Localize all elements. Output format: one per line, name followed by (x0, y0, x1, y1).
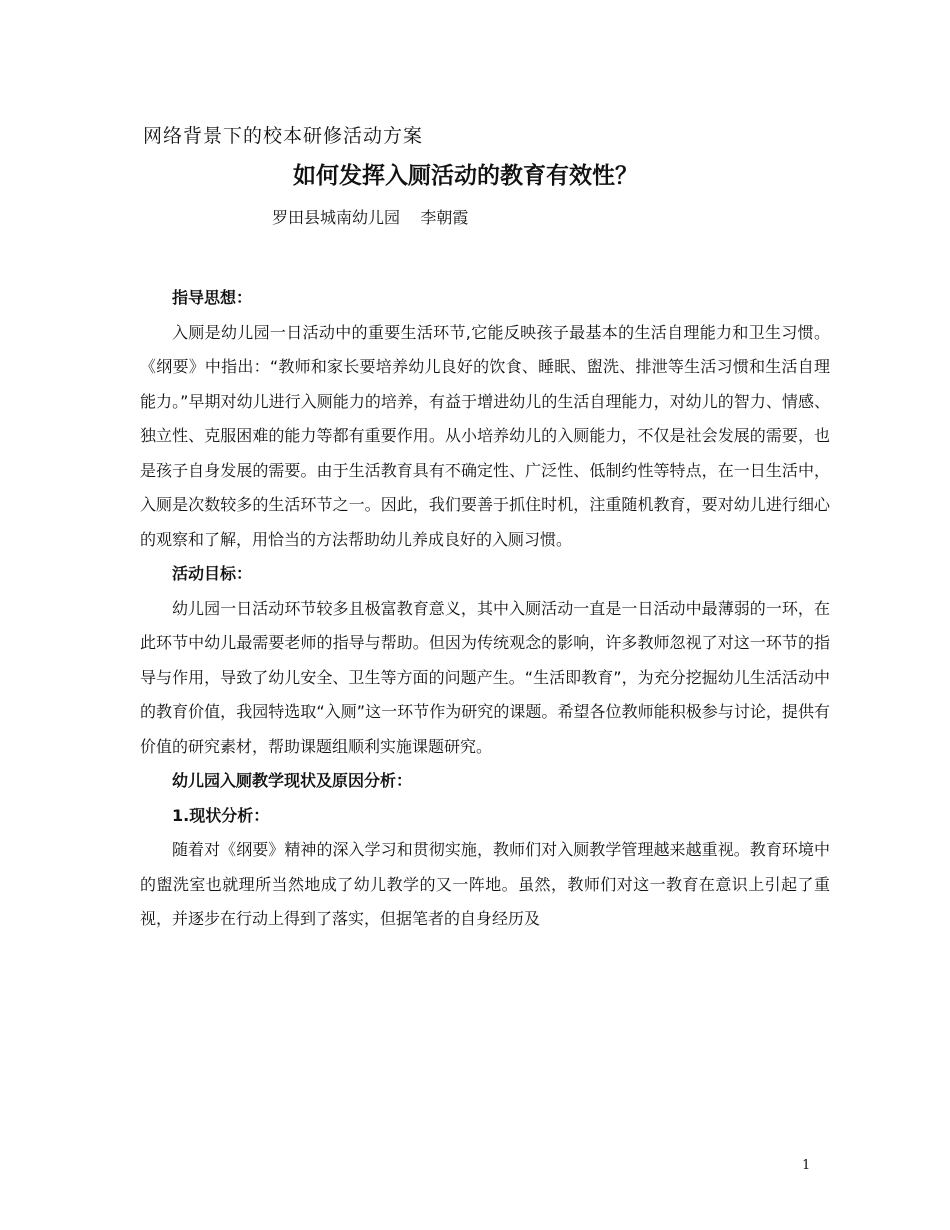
document-author: 罗田县城南幼儿园 李朝霞 (272, 208, 469, 227)
document-header-line: 网络背景下的校本研修活动方案 (143, 125, 424, 147)
section-heading-status-analysis: 幼儿园入厕教学现状及原因分析： (172, 771, 413, 790)
section-heading-guiding-idea: 指导思想： (172, 288, 253, 307)
section-heading-current-status: 1.现状分析： (172, 805, 270, 825)
document-body (140, 281, 830, 937)
section-heading-activity-goals: 活动目标： (172, 564, 253, 583)
paragraph-activity-goals: 幼儿园一日活动环节较多且极富教育意义，其中入厕活动一直是一日活动中最薄弱的一环，在此环节中幼儿最需要老师的指导与帮助。但因为传统观念的影响，许多教师忽视了对这一环节的指导与作用，导致了幼儿安全、卫生等方面的问题产生。“生活即教育”，为充分挖掘幼儿生活活动中的教育价值，我园特选取“入厕”这一环节作为研究的课题。希望各位教师能积极参与讨论，提供有价值的研究素材，帮助课题组顺利实施课题研究。 (140, 598, 830, 756)
paragraph-current-status: 随着对《纲要》精神的深入学习和贯彻实施，教师们对入厕教学管理越来越重视。教育环境中的盥洗室也就理所当然地成了幼儿教学的又一阵地。虽然，教师们对这一教育在意识上引起了重视，并逐步在行动上得到了落实，但据笔者的自身经历及 (140, 840, 830, 928)
paragraph-guiding-idea: 入厕是幼儿园一日活动中的重要生活环节,它能反映孩子最基本的生活自理能力和卫生习惯。《纲要》中指出：“教师和家长要培养幼儿良好的饮食、睡眠、盥洗、排泄等生活习惯和生活自理能力。”早期对幼儿进行入厕能力的培养，有益于增进幼儿的生活自理能力，对幼儿的智力、情感、独立性、克服困难的能力等都有重要作用。从小培养幼儿的入厕能力，不仅是社会发展的需要，也是孩子自身发展的需要。由于生活教育具有不确定性、广泛性、低制约性等特点，在一日生活中，入厕是次数较多的生活环节之一。因此，我们要善于抓住时机，注重随机教育，要对幼儿进行细心的观察和了解，用恰当的方法帮助幼儿养成良好的入厕习惯。 (140, 322, 830, 549)
page-number: 1 (802, 1158, 811, 1173)
document-title: 如何发挥入厕活动的教育有效性？ (293, 163, 638, 189)
